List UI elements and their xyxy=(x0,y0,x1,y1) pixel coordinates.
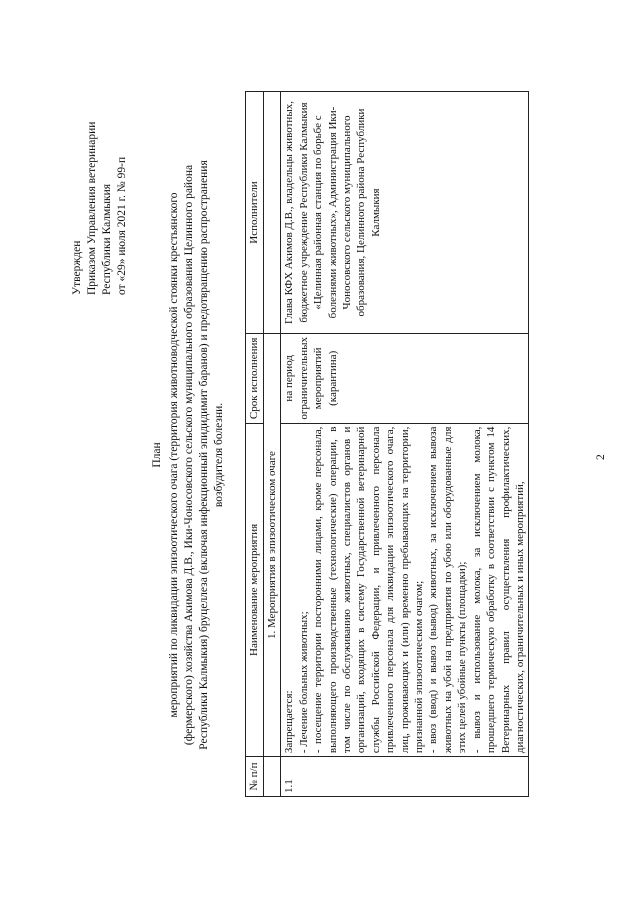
row-executors: Глава КФХ Акимов Д.В., владельцы животных, бюджетное учреждение Республики Калмыкия «Целинная районная станция по борьбе с болезнями животных», Администрация Ики-Чоносовского сельского муниципального образования, Целинного района Республики Калмыкия xyxy=(281,92,529,334)
row-term: на период ограничительных мероприятий (карантина) xyxy=(281,334,529,424)
approval-line: Приказом Управления ветеринарии xyxy=(86,121,98,295)
section-row xyxy=(264,92,281,797)
title-line: мероприятий по ликвидации эпизоотического очага (территория животноводческой стоянки крестьянского xyxy=(168,192,180,718)
section-empty-cell xyxy=(264,92,281,334)
header-exec: Исполнители xyxy=(246,92,264,334)
section-empty-cell xyxy=(264,757,281,797)
title-line: (фермерского) хозяйства Акимова Д.В., Ики-Чоносовского сельского муниципального образования Целинного района xyxy=(183,164,195,746)
approval-line: Республики Калмыкия xyxy=(101,183,113,295)
page-number: 2 xyxy=(595,454,607,460)
measure-line: - ввоз (ввод) и вывоз (вывод) животных, за исключением вывоза животных на убой на предприятия по убою или оборудованные для этих целей убойные пункты (площадки); xyxy=(427,426,469,754)
row-number: 1.1 xyxy=(281,757,529,797)
approval-line: Утвержден xyxy=(71,240,83,295)
measure-line: Запрещается: xyxy=(283,690,296,754)
header-name: Наименование мероприятия xyxy=(246,423,264,757)
header-term: Срок исполнения xyxy=(246,334,264,424)
approval-line: от «29» июля 2021 г. № 99-п xyxy=(116,156,128,295)
header-num: № п/п xyxy=(246,757,264,797)
approval-block xyxy=(70,55,130,295)
title-line: Республики Калмыкия) бруцеллеза (включая инфекционный эпидидимит баранов) и предотвращению распространения xyxy=(198,160,210,750)
measure-line: - Лечение больных животных; xyxy=(297,611,310,754)
measure-line: - посещение территории посторонними лицами, кроме персонала, выполняющего производственные (технологические) операции, в том числе по обслуживанию животных, специалистов органов и организаций, входящих в систему Государственной ветеринарной службы Российской Федерации, и привлеченного персонала привлеченного персонала для ликвидации эпизоотического очага, лиц, проживающих и (или) временно пребывающих на территории, признанной эпизоотическим очагом; xyxy=(312,426,426,754)
measure-line: - вывоз и использование молока, за исключением молока, прошедшего термическую обработку в соответствии с пунктом 14 Ветеринарных правил осуществления профилактических, диагностических, ограничительных и иных мероприятий, xyxy=(470,426,526,754)
title-line: возбудителя болезни. xyxy=(213,402,225,508)
section-title: 1. Мероприятия в эпизоотическом очаге xyxy=(264,334,281,757)
title-plan-word: План xyxy=(151,442,163,468)
table-row xyxy=(281,92,529,797)
table-header-row xyxy=(246,92,264,797)
measures-table xyxy=(245,91,529,797)
document-title xyxy=(150,105,227,805)
row-measure-text xyxy=(281,423,529,757)
